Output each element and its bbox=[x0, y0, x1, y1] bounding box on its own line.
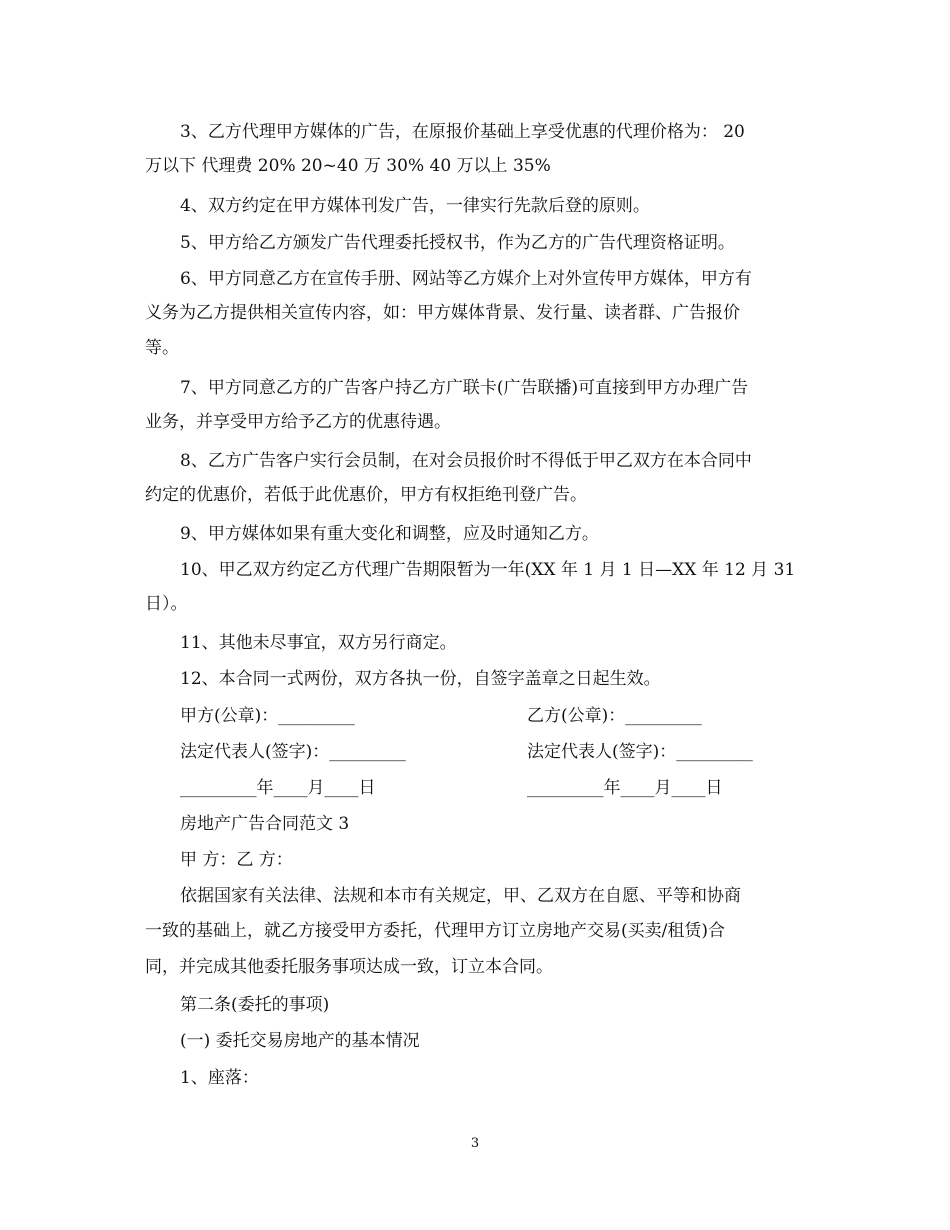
article-2-heading: 第二条(委托的事项) bbox=[180, 995, 330, 1015]
parties-line: 甲 方：乙 方： bbox=[180, 850, 293, 870]
clause-9: 9、甲方媒体如果有重大变化和调整，应及时通知乙方。 bbox=[180, 524, 599, 544]
subsection-1-heading: (一) 委托交易房地产的基本情况 bbox=[180, 1031, 420, 1051]
party-b-seal: 乙方(公章)：_________ bbox=[527, 706, 702, 726]
page-number: 3 bbox=[470, 1136, 480, 1151]
clause-4: 4、双方约定在甲方媒体刊发广告，一律实行先款后登的原则。 bbox=[180, 196, 650, 216]
clause-11: 11、其他未尽事宜，双方另行商定。 bbox=[180, 633, 457, 653]
party-b-date: _________年____月____日 bbox=[527, 778, 723, 798]
clause-7-line-1: 7、甲方同意乙方的广告客户持乙方广联卡(广告联播)可直接到甲方办理广告 bbox=[180, 378, 749, 398]
clause-12: 12、本合同一式两份，双方各执一份，自签字盖章之日起生效。 bbox=[180, 669, 661, 689]
section-title: 房地产广告合同范文 3 bbox=[180, 814, 350, 834]
party-a-seal: 甲方(公章)：_________ bbox=[180, 706, 355, 726]
clause-10-line-2: 日）。 bbox=[145, 594, 188, 614]
clause-8-line-1: 8、乙方广告客户实行会员制，在对会员报价时不得低于甲乙双方在本合同中 bbox=[180, 451, 752, 471]
intro-line-2: 一致的基础上，就乙方接受甲方委托，代理甲方订立房地产交易(买卖/租赁)合 bbox=[145, 921, 725, 941]
party-b-representative: 法定代表人(签字)：_________ bbox=[527, 742, 753, 762]
intro-line-1: 依据国家有关法律、法规和本市有关规定，甲、乙双方在自愿、平等和协商 bbox=[180, 886, 741, 906]
clause-6-line-1: 6、甲方同意乙方在宣传手册、网站等乙方媒介上对外宣传甲方媒体，甲方有 bbox=[180, 269, 752, 289]
item-1-location: 1、座落： bbox=[180, 1068, 259, 1088]
clause-3-line-2: 万以下 代理费 20% 20~40 万 30% 40 万以上 35% bbox=[145, 156, 551, 176]
clause-7-line-2: 业务，并享受甲方给予乙方的优惠待遇。 bbox=[145, 412, 451, 432]
clause-8-line-2: 约定的优惠价，若低于此优惠价，甲方有权拒绝刊登广告。 bbox=[145, 485, 587, 505]
clause-10-line-1: 10、甲乙双方约定乙方代理广告期限暂为一年(XX 年 1 月 1 日—XX 年 12 月 31 bbox=[180, 560, 796, 580]
party-a-date: _________年____月____日 bbox=[180, 778, 376, 798]
clause-3-line-1: 3、乙方代理甲方媒体的广告，在原报价基础上享受优惠的代理价格为： 20 bbox=[180, 122, 745, 142]
clause-6-line-3: 等。 bbox=[145, 338, 179, 358]
clause-6-line-2: 义务为乙方提供相关宣传内容，如：甲方媒体背景、发行量、读者群、广告报价 bbox=[145, 303, 740, 323]
intro-line-3: 同，并完成其他委托服务事项达成一致，订立本合同。 bbox=[145, 957, 553, 977]
clause-5: 5、甲方给乙方颁发广告代理委托授权书，作为乙方的广告代理资格证明。 bbox=[180, 233, 735, 253]
party-a-representative: 法定代表人(签字)：_________ bbox=[180, 742, 406, 762]
